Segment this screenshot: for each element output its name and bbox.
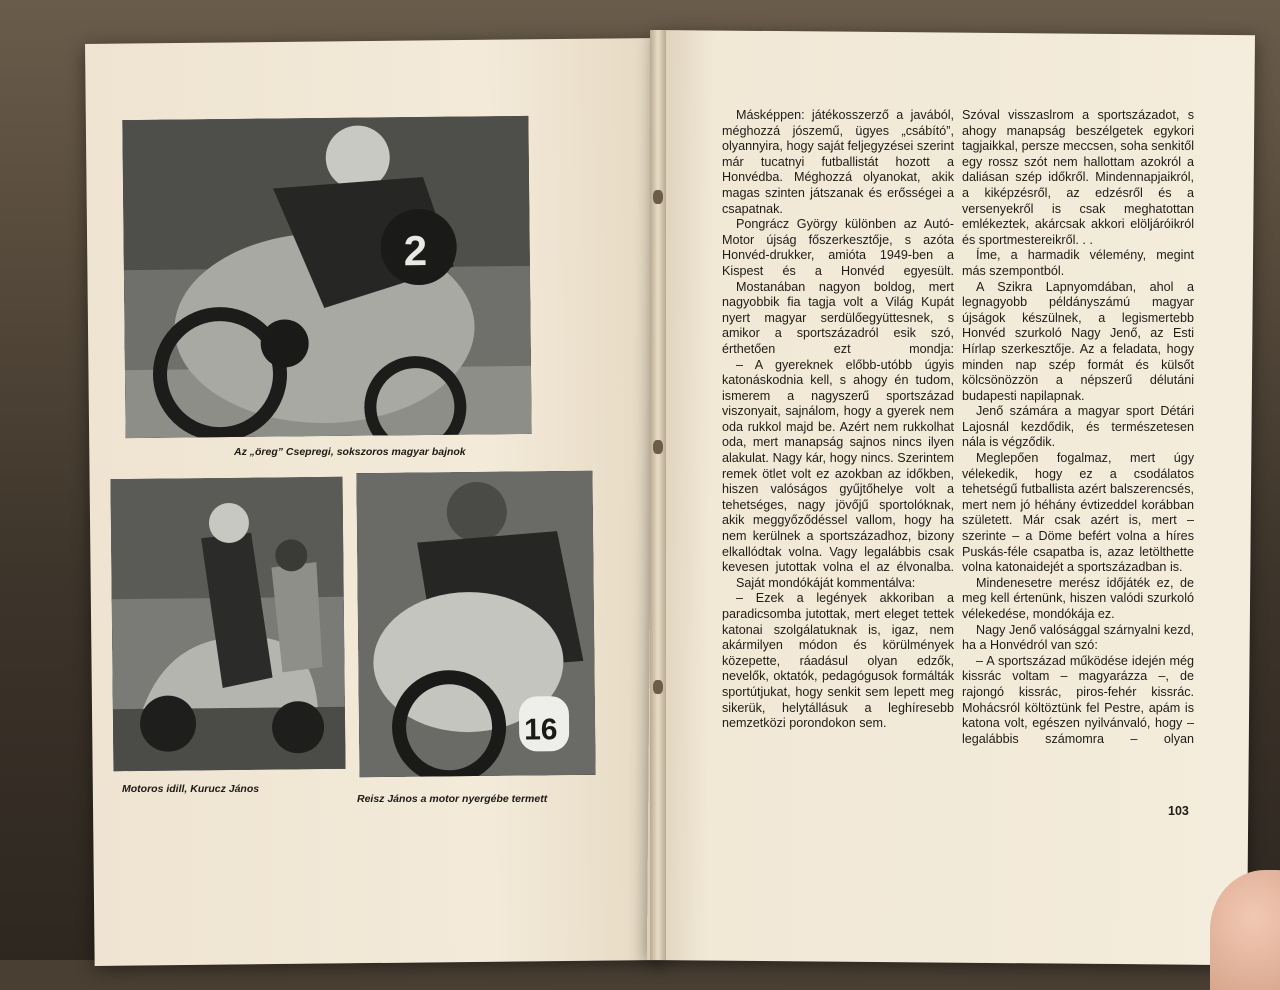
paragraph: Nagy Jenő valósággal szárnyalni kezd, ha a Honvédról van szó: [962,622,1194,653]
caption-top-photo: Az „öreg” Csepregi, sokszoros magyar bajnok [234,446,466,458]
photo-racer-csepregi [122,116,531,438]
paragraph: A Szikra Lapnyomdában, ahol a legnagyobb példányszámú magyar újságok készülnek, a legismertebb Honvéd szurkoló Nagy Jenő, az Esti Hírlap szerkesztője. Az a feladata, hogy minden nap szép formát és külsőt kölcsönözzön a népszerű délutáni budapesti napilapnak. [962,279,1194,403]
paragraph: Másképpen: játékosszerző a javából, méghozzá jószemű, ügyes „csábító”, olyannyira, hogy saját feljegyzései szerint már tucatnyi futballistát hozott a Honvédba. Méghozzá olyanokat, akik magas szinten játszanak és erősségei a csapatnak. [722,108,954,216]
text-column-1 [722,108,954,732]
paragraph: Pongrácz György különben az Autó-Motor újság főszerkesztője, s azóta Honvéd-drukker, amióta 1949-ben a Kispest és a Honvéd egyesült. [722,217,954,278]
binding-stitch [653,190,663,204]
paragraph: Saját mondókáját kommentálva: [736,575,916,590]
paragraph: Mindenesetre merész időjáték ez, de meg kell értenünk, hiszen valódi szurkoló vélekedése, mondókája ez. [962,575,1194,621]
book-gutter [650,30,666,960]
paragraph: Mostanában nagyon boldog, mert nagyobbik fia tagja volt a Világ Kupát nyert magyar serdülőegyüttesnek, s amikor a sportszázadról esik szó, érthetően ezt mondja: [722,279,954,356]
caption-bottom-right-photo: Reisz János a motor nyergébe termett [357,793,548,805]
paragraph: Szóval visszaslrom a sportszázadot, s ahogy manapság beszélgetek egykori tagjaikkal, persze meccsen, soha senkitől egy rossz szót nem hallottam azokról a daliásan szép időkről. Mindennapjaikról, a kiképzésről, az edzésről és a versenyekről is csak meghatottan emlékeztek, akárcsak akkori elöljáróikról és sportmestereikről. . . [962,108,1194,247]
text-column-2 [962,108,1194,747]
binding-stitch [653,680,663,694]
right-bike-number: 16 [523,713,558,747]
top-bike-number: 2 [403,226,428,275]
photo-kurucz-scooter [110,477,345,771]
caption-bottom-left-photo: Motoros idill, Kurucz János [122,783,260,795]
page-number: 103 [1168,804,1189,818]
paragraph: – A gyereknek előbb-utóbb úgyis katonáskodnia kell, s ahogy én tudom, ismerem a nagyszerű sportszázad viszonyait, sajnálom, hogy a gyerek nem oda rukkol majd be. Azért nem rukkolhat oda, mert manapság sajnos nincs ilyen alakulat. Nagy kár, hogy nincs. Szerintem remek ötlet volt ez azokban az időkben, hiszen valóságos gyűjtőhelye volt a tehetséges, nagy jövőjű sportolóknak, akik meggyőződéssel vallom, hogy ha nem kerülnek a sportszázadhoz, bizony elkallódtak volna. Vagy legalábbis csak kevesen jutottak volna el az élvonalba. [722,357,954,575]
reisz-illustration [356,471,595,777]
paragraph: – Ezek a legények akkoriban a paradicsomba jutottak, mert eleget tettek katonai szolgálatuknak is, igaz, nem akármilyen módon és körülmények közepette, ráadásul olyan edzők, nevelők, oktatók, pedagógusok formálták sportútjukat, hogy senkit sem lepett meg sikerük, helytállásuk a leghíresebb nemzetközi porondokon sem. [722,591,954,731]
paragraph: Jenő számára a magyar sport Détári Lajosnál kezdődik, és természetesen nála is végződik. [962,404,1194,450]
paragraph: Íme, a harmadik vélemény, megint más szempontból. [962,248,1194,278]
binding-stitch [653,440,663,454]
photo-reisz-motorcycle [356,471,595,777]
paragraph: – A sportszázad működése idején még kissrác voltam – magyarázza –, de rajongó kissrác, piros-fehér kissrác. Mohácsról költöztünk fel Pestre, apám is katona volt, egészen nyilvánvaló, hogy – legalábbis számomra – olyan [962,653,1194,746]
scooter-illustration [110,477,345,771]
racer-illustration [122,116,531,438]
paragraph: Meglepően fogalmaz, mert úgy vélekedik, hogy ez a csodálatos tehetségű futballista azért balszerencsés, mert nem jó héhány évtizeddel korábban született. Már csak azért is, mert – szerinte – a Döme befért volna a híres Puskás-féle csapatba is, azaz letölthette volna katonaidejét a sportszázadban is. [962,451,1194,575]
